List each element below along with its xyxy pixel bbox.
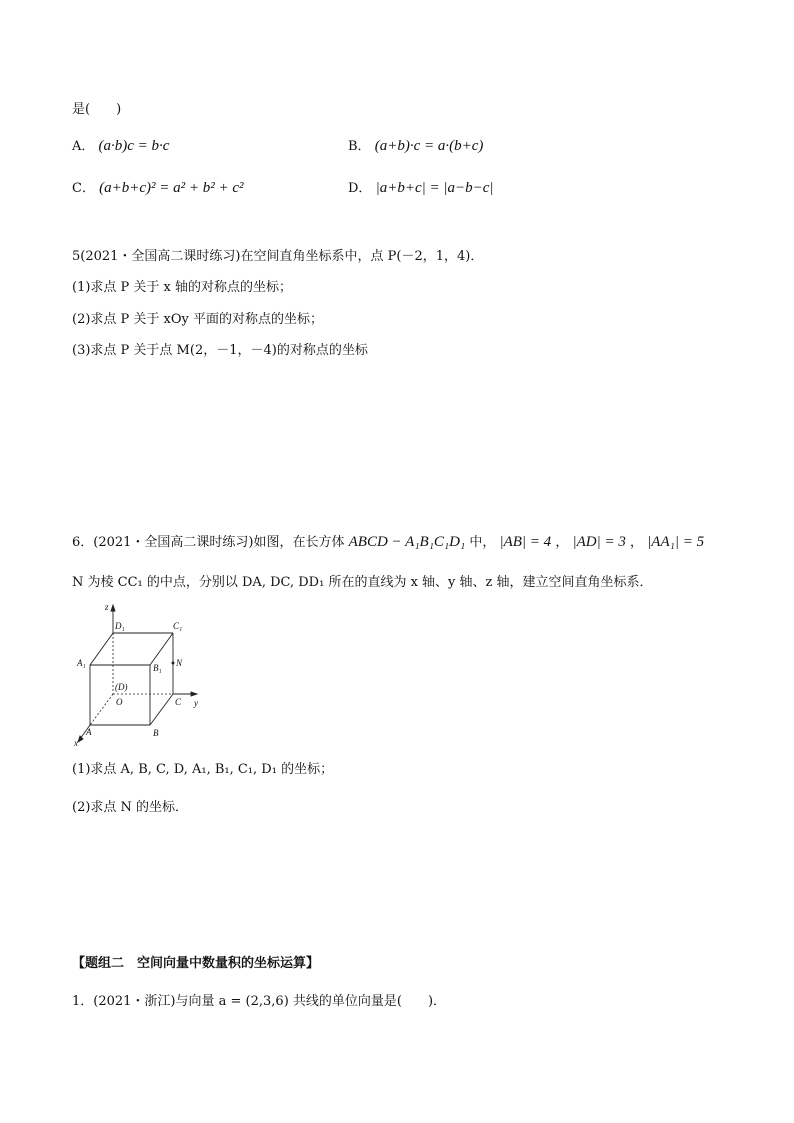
option-b bbox=[348, 137, 483, 156]
edge-b1c1 bbox=[150, 633, 173, 665]
option-expr: (a+b+c)² = a² + b² + c² bbox=[99, 180, 244, 196]
label-a: A bbox=[86, 727, 92, 737]
option-label: D． bbox=[348, 181, 372, 196]
q6-mid: 中， bbox=[469, 535, 496, 550]
option-expr: (a·b)c = b·c bbox=[98, 138, 170, 154]
group2-q1: 1．(2021・浙江)与向量 a = (2,3,6) 共线的单位向量是( )． bbox=[72, 994, 447, 1009]
q6-sep: ， bbox=[630, 535, 644, 550]
label-n: N bbox=[176, 658, 183, 668]
q6-part-2: (2)求点 N 的坐标． bbox=[72, 800, 189, 815]
label-x: x bbox=[74, 738, 78, 748]
cuboid-figure bbox=[72, 602, 202, 748]
option-expr: (a+b)·c = a·(b+c) bbox=[374, 138, 484, 154]
option-expr: |a+b+c| = |a−b−c| bbox=[375, 180, 494, 196]
option-label: A． bbox=[72, 139, 95, 154]
q5-part-1: (1)求点 P 关于 x 轴的对称点的坐标； bbox=[72, 280, 293, 295]
q6-sep: ， bbox=[555, 535, 569, 550]
edge-da bbox=[90, 694, 113, 725]
label-b: B bbox=[153, 728, 159, 738]
question-stem-tail: 是( ) bbox=[72, 102, 122, 117]
label-c: C bbox=[175, 697, 182, 707]
label-b1: B₁ bbox=[153, 663, 162, 673]
q5-title: 5(2021・全国高二课时练习)在空间直角坐标系中，点 P(－2，1，4)． bbox=[72, 249, 484, 264]
option-a bbox=[72, 137, 169, 156]
option-label: C． bbox=[72, 181, 95, 196]
label-d: (D) bbox=[115, 682, 128, 692]
label-o: O bbox=[116, 697, 123, 707]
q6-part-1: (1)求点 A, B, C, D, A₁, B₁, C₁, D₁ 的坐标； bbox=[72, 762, 334, 777]
q6-line-1 bbox=[72, 533, 704, 552]
x-arrow bbox=[78, 736, 83, 742]
section-heading: 【题组二 空间向量中数量积的坐标运算】 bbox=[72, 956, 320, 971]
q6-prefix: 6．(2021・全国高二课时练习)如图，在长方体 bbox=[72, 535, 345, 550]
label-c1: C₁ bbox=[173, 621, 183, 631]
q6-cond-aa1: |AA₁| = 5 bbox=[647, 534, 705, 550]
edge-bc bbox=[150, 694, 173, 725]
label-a1: A₁ bbox=[77, 658, 86, 668]
label-y: y bbox=[194, 698, 198, 708]
label-z: z bbox=[105, 602, 109, 612]
q6-cond-ad: |AD| = 3 bbox=[572, 534, 626, 550]
label-d1: D₁ bbox=[115, 621, 125, 631]
option-c bbox=[72, 179, 244, 198]
edge-a1d1 bbox=[90, 633, 113, 665]
q6-solid: ABCD − A₁B₁C₁D₁ bbox=[348, 534, 466, 550]
option-label: B． bbox=[348, 139, 371, 154]
q6-line-2: N 为棱 CC₁ 的中点，分别以 DA, DC, DD₁ 所在的直线为 x 轴、y 轴、z 轴，建立空间直角坐标系． bbox=[72, 575, 653, 590]
z-arrow bbox=[111, 605, 115, 611]
option-d bbox=[348, 179, 494, 198]
q5-part-2: (2)求点 P 关于 xOy 平面的对称点的坐标； bbox=[72, 312, 324, 327]
q6-cond-ab: |AB| = 4 bbox=[499, 534, 552, 550]
q5-part-3: (3)求点 P 关于点 M(2，－1，－4)的对称点的坐标 bbox=[72, 343, 368, 358]
point-n bbox=[172, 662, 175, 665]
y-arrow bbox=[191, 692, 197, 696]
